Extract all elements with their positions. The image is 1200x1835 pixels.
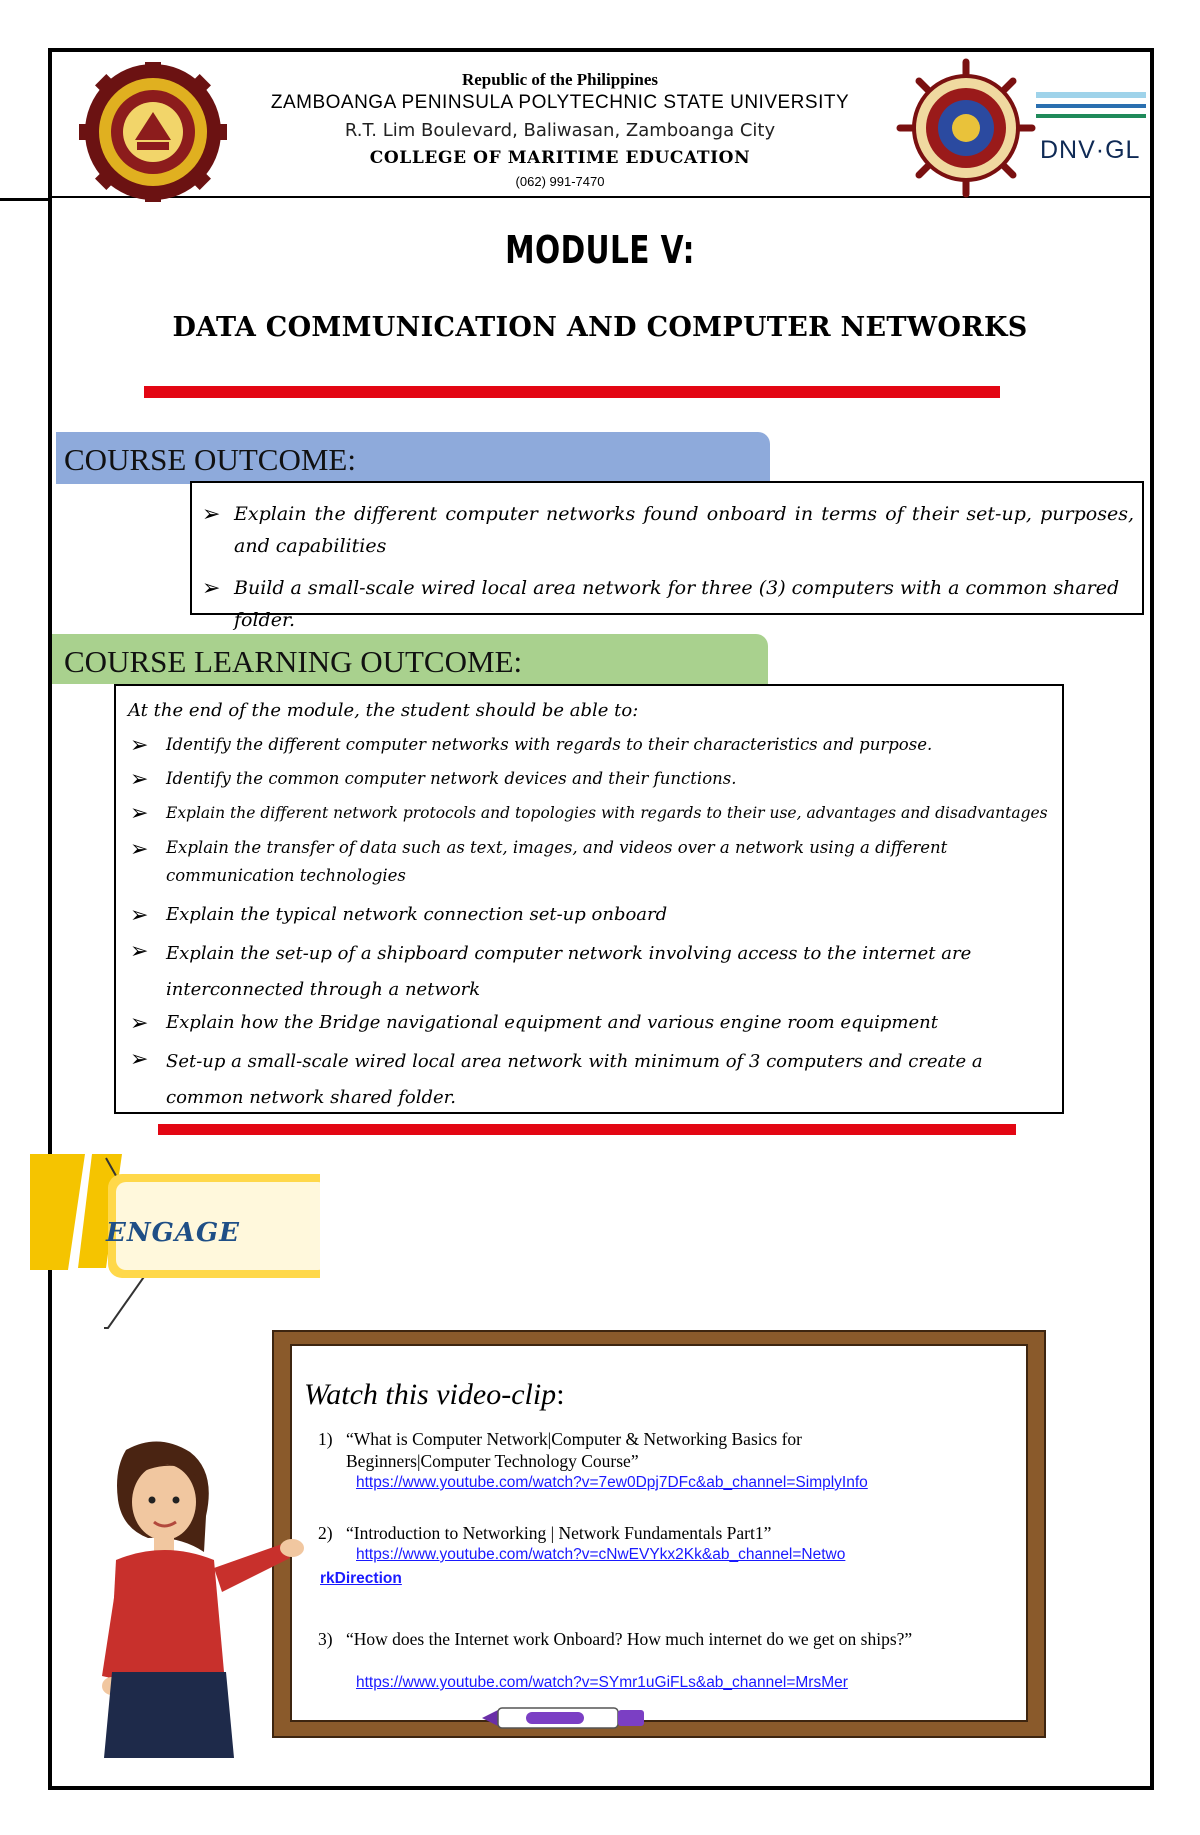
learning-outcome-item: Explain the set-up of a shipboard computer network involving access to the internet are interconnected through a network: [166, 943, 972, 1000]
course-outcome-item: Build a small-scale wired local area network for three (3) computers with a common shared folder.: [234, 577, 1120, 631]
bullet-arrow-icon: ➢: [130, 939, 149, 964]
video-number: 2): [318, 1523, 333, 1543]
maritime-college-seal-logo: [896, 58, 1036, 198]
dnv-gl-logo: DNV·GL: [1040, 136, 1141, 164]
learning-outcome-item: Identify the common computer network devices and their functions.: [166, 769, 737, 788]
learning-outcome-item: Identify the different computer networks with regards to their characteristics and purpose.: [166, 735, 933, 754]
video-link[interactable]: https://www.youtube.com/watch?v=cNwEVYkx2Kk&ab_channel=Netwo: [356, 1546, 846, 1563]
bullet-arrow-icon: ➢: [130, 767, 149, 792]
red-divider-top: [144, 386, 1000, 398]
left-edge-line: [0, 198, 52, 201]
course-outcome-item: Explain the different computer networks found onboard in terms of their set-up, purposes, and capabilities: [234, 503, 1134, 557]
learning-outcome-item: Set-up a small-scale wired local area network with minimum of 3 computers and create a common network shared folder.: [166, 1051, 983, 1108]
video-title: “Introduction to Networking | Network Fundamentals Part1”: [346, 1523, 772, 1543]
learning-outcome-intro: At the end of the module, the student should be able to:: [128, 700, 639, 721]
learning-outcome-item: Explain how the Bridge navigational equipment and various engine room equipment: [166, 1012, 938, 1033]
bullet-arrow-icon: ➢: [130, 733, 149, 758]
bullet-arrow-icon: ➢: [130, 1011, 149, 1036]
learning-outcome-item: Explain the different network protocols and topologies with regards to their use, advantages and disadvantages: [166, 804, 1048, 822]
marker-icon: [480, 1704, 650, 1732]
video-title: “What is Computer Network|Computer & Networking Basics for Beginners|Computer Technology Course”: [346, 1429, 802, 1471]
video-number: 3): [318, 1629, 333, 1649]
course-outcome-heading: COURSE OUTCOME:: [64, 442, 356, 477]
bullet-arrow-icon: ➢: [130, 837, 149, 862]
college-name: COLLEGE OF MARITIME EDUCATION: [369, 148, 751, 168]
learning-outcome-item: Explain the typical network connection set-up onboard: [166, 904, 668, 925]
learning-outcome-item: Explain the transfer of data such as text, images, and videos over a network using a different communication technologies: [166, 838, 948, 885]
dnv-logo-stripe-1: [1036, 92, 1146, 98]
video-title: “How does the Internet work Onboard? How much internet do we get on ships?”: [346, 1629, 913, 1649]
video-link[interactable]: https://www.youtube.com/watch?v=SYmr1uGiFLs&ab_channel=MrsMer: [356, 1674, 848, 1691]
teacher-illustration: [88, 1440, 328, 1758]
university-seal-logo: [78, 62, 228, 202]
phone-number: (062) 991-7470: [515, 174, 605, 189]
bullet-arrow-icon: ➢: [202, 502, 221, 527]
learning-outcome-heading: COURSE LEARNING OUTCOME:: [64, 644, 523, 679]
engage-label: ENGAGE: [106, 1218, 240, 1248]
red-divider-bottom: [158, 1124, 1016, 1135]
video-link-continued[interactable]: rkDirection: [320, 1570, 402, 1587]
board-title: Watch this video-clip:: [304, 1378, 565, 1411]
module-subtitle: DATA COMMUNICATION AND COMPUTER NETWORKS: [172, 312, 1028, 343]
bullet-arrow-icon: ➢: [130, 1047, 149, 1072]
republic-line: Republic of the Philippines: [461, 70, 658, 89]
bullet-arrow-icon: ➢: [202, 576, 221, 601]
university-address: R.T. Lim Boulevard, Baliwasan, Zamboanga City: [344, 120, 776, 141]
module-title: MODULE V:: [505, 228, 695, 272]
university-name: ZAMBOANGA PENINSULA POLYTECHNIC STATE UNIVERSITY: [270, 92, 850, 113]
video-link[interactable]: https://www.youtube.com/watch?v=7ew0Dpj7DFc&ab_channel=SimplyInfo: [356, 1474, 868, 1491]
bullet-arrow-icon: ➢: [130, 903, 149, 928]
dnv-logo-stripe-2: [1036, 104, 1146, 108]
bullet-arrow-icon: ➢: [130, 801, 149, 826]
dnv-logo-stripe-3: [1036, 114, 1146, 118]
video-number: 1): [318, 1429, 333, 1449]
